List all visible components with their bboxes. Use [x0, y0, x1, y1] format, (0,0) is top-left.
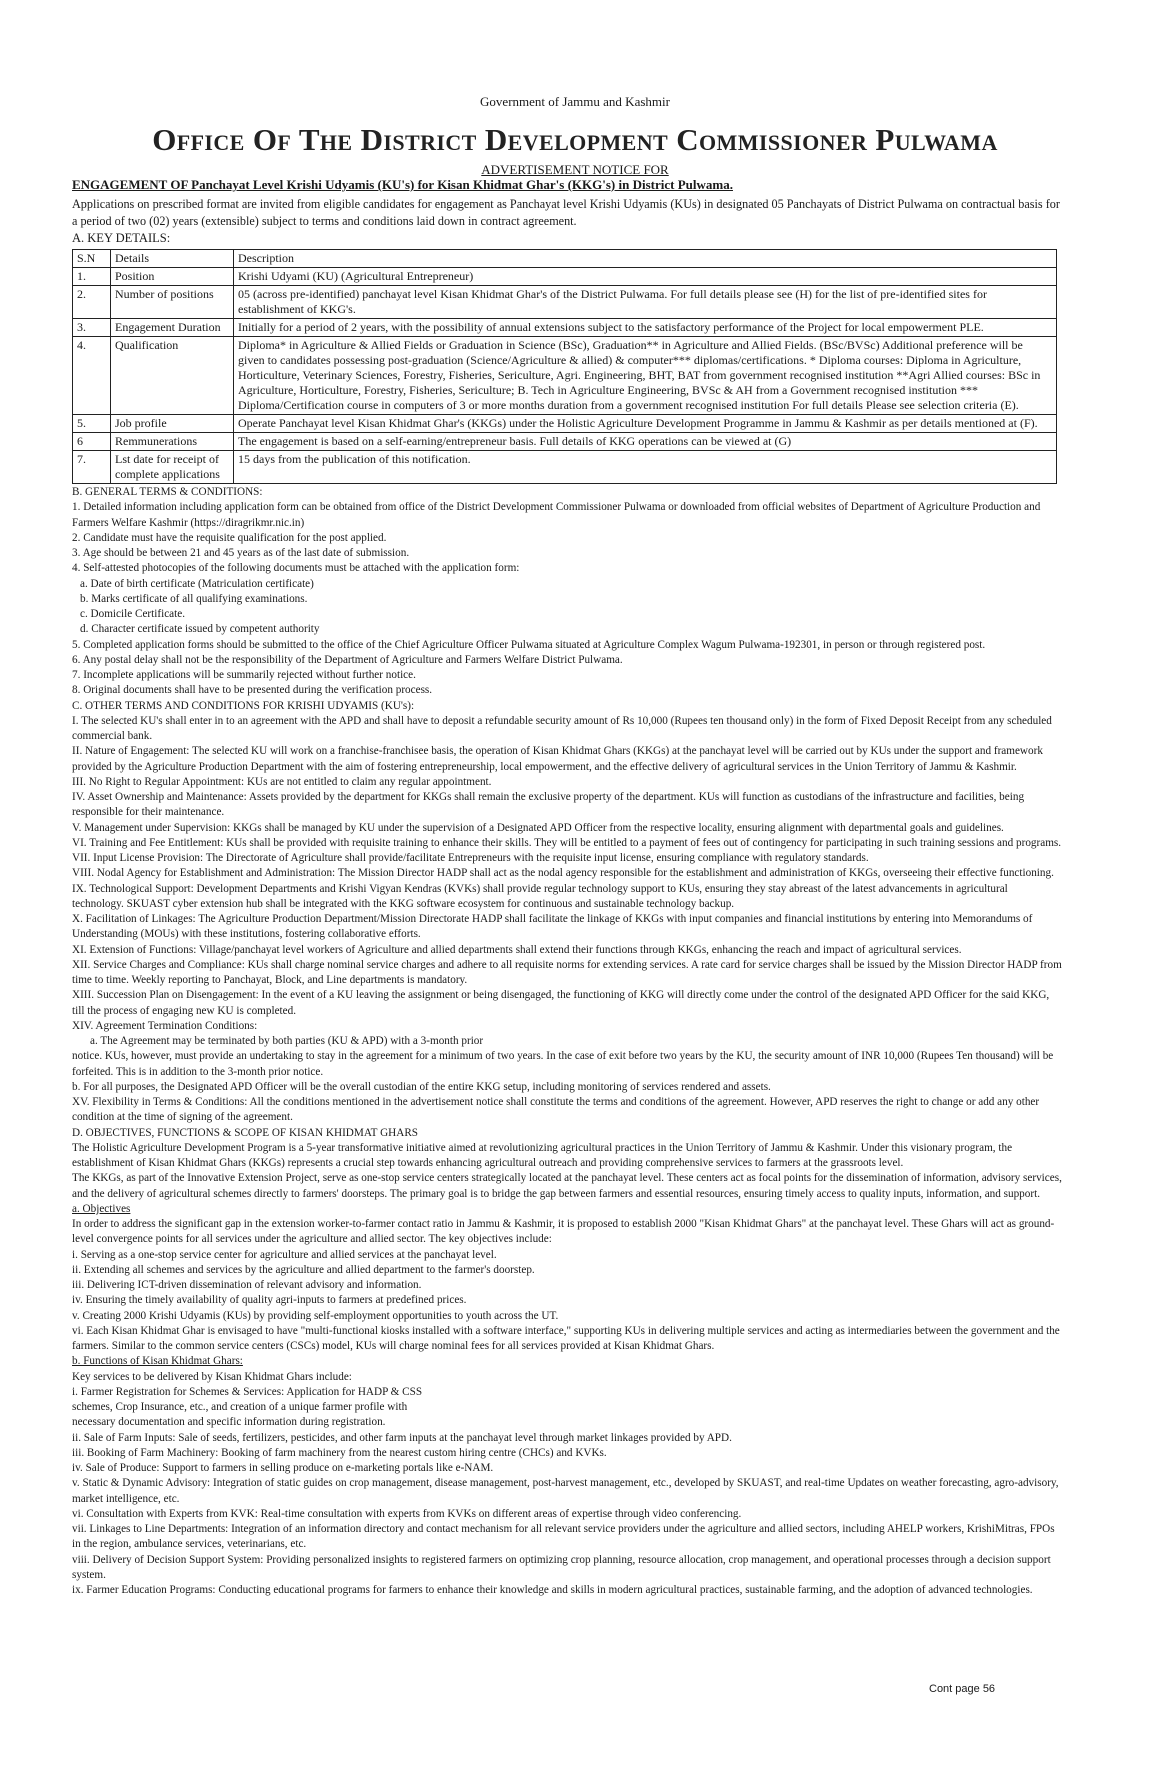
text-line: The Holistic Agriculture Development Program is a 5-year transformative initiative aimed at revolutionizing agricultural practices in the Union Territory of Jammu & Kashmir. Under this visionary program, the establishment of Kisan Khidmat Ghars (KKGs) represents a crucial step towards enhancing agricultural outreach and providing comprehensive services to farmers at the grassroots level. — [72, 1141, 1013, 1169]
text-line: c. Domicile Certificate. — [80, 608, 185, 620]
text-line: XII. Service Charges and Compliance: KUs shall charge nominal service charges and adhere to all requisite norms for extending services. A rate card for service charges shall be issued by the Mission Director HADP from time to time. Weekly reporting to Panchayat, Block, and Line departments is mandatory. — [72, 958, 1062, 986]
table-cell: 6 — [73, 433, 111, 451]
table-row — [73, 268, 1057, 286]
table-cell: 3. — [73, 319, 111, 337]
text-line: IX. Technological Support: Development Departments and Krishi Vigyan Kendras (KVKs) shall provide regular technology support to KUs, ensuring they stay abreast of the latest advancements in agricultural technology. SKUAST cyber extension hub shall be integrated with the KKG software ecosystem for continuous and sustainable technology backup. — [72, 882, 1008, 910]
text-line: XIV. Agreement Termination Conditions: — [72, 1019, 258, 1032]
table-cell: 5. — [73, 415, 111, 433]
text-line: 1. Detailed information including application form can be obtained from office of the District Development Commissioner Pulwama or downloaded from official websites of Department of Agriculture Production and Farmers Welfare Kashmir (https://diragrikmr.nic.in) — [72, 501, 1041, 529]
text-line: viii. Delivery of Decision Support System: Providing personalized insights to registered farmers on optimizing crop planning, resource allocation, crop management, and operational processes through a decision support system. — [72, 1553, 1051, 1581]
table-header-cell: Details — [111, 250, 234, 268]
text-line: b. Marks certificate of all qualifying examinations. — [80, 592, 308, 605]
text-line: XV. Flexibility in Terms & Conditions: All the conditions mentioned in the advertisement notice shall constitute the terms and conditions of the agreement. However, APD reserves the right to change or add any other condition at the time of signing of the agreement. — [72, 1096, 1040, 1124]
text-line: III. No Right to Regular Appointment: KUs are not entitled to claim any regular appointment. — [72, 775, 492, 788]
text-line: a. Objectives — [72, 1202, 131, 1215]
table-cell: 4. — [73, 337, 111, 415]
continued-note: Cont page 56 — [929, 1683, 996, 1695]
text-line: 3. Age should be between 21 and 45 years as of the last date of submission. — [72, 547, 410, 559]
text-line: ix. Farmer Education Programs: Conducting educational programs for farmers to enhance their knowledge and skills in modern agricultural practices, sustainable farming, and the adoption of advanced technologies. — [72, 1584, 1033, 1596]
text-line: 5. Completed application forms should be submitted to the office of the Chief Agriculture Officer Pulwama situated at Agriculture Complex Wagum Pulwama-192301, in person or through registered post. — [72, 638, 986, 651]
text-line: II. Nature of Engagement: The selected KU will work on a franchise-franchisee basis, the operation of Kisan Khidmat Ghars (KKGs) at the panchayat level will be carried out by KUs under the support and framework provided by the Agriculture Production Department with the aim of fostering entrepreneurship, local empowerment, and the effective delivery of agricultural services in the Union Territory of Jammu & Kashmir. — [72, 745, 1043, 773]
table-cell: Number of positions — [111, 286, 234, 319]
text-line: 2. Candidate must have the requisite qualification for the post applied. — [72, 531, 387, 544]
text-line: VII. Input License Provision: The Directorate of Agriculture shall provide/facilitate Entrepreneurs with the requisite input license, ensuring compliance with regulatory standards. — [72, 852, 869, 864]
office-title: Office Of The District Development Commissioner Pulwama — [152, 122, 998, 157]
text-line: vi. Consultation with Experts from KVK: Real-time consultation with experts from KVKs on different areas of expertise through video conferencing. — [72, 1507, 742, 1520]
text-line: notice. KUs, however, must provide an undertaking to stay in the agreement for a minimum of two years. In the case of exit before two years by the KU, the security amount of INR 10,000 (Rupees Ten thousand) will be forfeited. This is in addition to the 3-month prior notice. — [72, 1050, 1054, 1078]
text-line: vii. Linkages to Line Departments: Integration of an information directory and contact mechanism for all relevant service providers under the agriculture and allied sectors, including AHELP workers, KrishiMitras, FPOs in the region, ambulance services, veterinarians, etc. — [72, 1523, 1055, 1551]
text-line: b. Functions of Kisan Khidmat Ghars: — [72, 1355, 243, 1368]
text-line: B. GENERAL TERMS & CONDITIONS: — [72, 486, 263, 498]
text-line: iv. Sale of Produce: Support to farmers in selling produce on e-marketing portals like e-NAM. — [72, 1462, 494, 1474]
table-cell: Operate Panchayat level Kisan Khidmat Ghar's (KKGs) under the Holistic Agriculture Development Programme in Jammu & Kashmir as per details mentioned at (F). — [234, 415, 1057, 433]
text-line: i. Serving as a one-stop service center for agriculture and allied services at the panchayat level. — [72, 1248, 497, 1261]
text-line: d. Character certificate issued by competent authority — [80, 623, 320, 636]
text-line: VI. Training and Fee Entitlement: KUs shall be provided with requisite training to enhance their skills. They will be entitled to a payment of fees out of contingency for participating in such training sessions and programs. — [72, 836, 1062, 849]
table-header-cell: Description — [234, 250, 1057, 268]
table-cell: Lst date for receipt of complete applications — [111, 451, 234, 484]
text-line: schemes, Crop Insurance, etc., and creation of a unique farmer profile with — [72, 1401, 408, 1413]
text-line: D. OBJECTIVES, FUNCTIONS & SCOPE OF KISAN KHIDMAT GHARS — [72, 1126, 419, 1139]
table-cell: 05 (across pre-identified) panchayat level Kisan Khidmat Ghar's of the District Pulwama. For full details please see (H) for the list of pre-identified sites for establishment of KKG's. — [234, 286, 1057, 319]
text-line: In order to address the significant gap in the extension worker-to-farmer contact ratio in Jammu & Kashmir, it is proposed to establish 2000 "Kisan Khidmat Ghars" at the panchayat level. These Ghars will act as ground-level convergence points for all services under the agriculture and allied sector. The key objectives include: — [72, 1218, 1055, 1246]
table-row — [73, 415, 1057, 433]
text-line: b. For all purposes, the Designated APD Officer will be the overall custodian of the entire KKG setup, including monitoring of services rendered and assets. — [72, 1080, 771, 1093]
text-line: ii. Extending all schemes and services by the agriculture and allied department to the farmer's doorstep. — [72, 1263, 535, 1276]
text-line: 6. Any postal delay shall not be the responsibility of the Department of Agriculture and Farmers Welfare District Pulwama. — [72, 653, 623, 666]
text-line: iv. Ensuring the timely availability of quality agri-inputs to farmers at predefined prices. — [72, 1294, 467, 1307]
table-cell: 1. — [73, 268, 111, 286]
table-header-cell: S.N — [73, 250, 111, 268]
text-line: ii. Sale of Farm Inputs: Sale of seeds, fertilizers, pesticides, and other farm inputs at the panchayat level through market linkages provided by APD. — [72, 1431, 732, 1444]
text-line: C. OTHER TERMS AND CONDITIONS FOR KRISHI UDYAMIS (KU's): — [72, 699, 415, 712]
government-line: Government of Jammu and Kashmir — [480, 94, 670, 109]
text-line: 8. Original documents shall have to be presented during the verification process. — [72, 684, 433, 697]
notice-heading: ADVERTISEMENT NOTICE FOR — [481, 162, 669, 177]
table-cell: Remmunerations — [111, 433, 234, 451]
text-line: iii. Booking of Farm Machinery: Booking of farm machinery from the nearest custom hiring centre (CHCs) and KVKs. — [72, 1446, 607, 1459]
text-line: iii. Delivering ICT-driven dissemination of relevant advisory and information. — [72, 1279, 422, 1291]
table-cell: The engagement is based on a self-earning/entrepreneur basis. Full details of KKG operations can be viewed at (G) — [234, 433, 1057, 451]
text-line: v. Creating 2000 Krishi Udyamis (KUs) by providing self-employment opportunities to youth across the UT. — [72, 1309, 559, 1322]
engagement-heading: ENGAGEMENT OF Panchayat Level Krishi Udyamis (KU's) for Kisan Khidmat Ghar's (KKG's) in District Pulwama. — [72, 177, 733, 192]
table-cell: Krishi Udyami (KU) (Agricultural Entrepreneur) — [234, 268, 1057, 286]
text-line: Key services to be delivered by Kisan Khidmat Ghars include: — [72, 1370, 352, 1383]
table-cell: Position — [111, 268, 234, 286]
table-row — [73, 433, 1057, 451]
table-cell: Job profile — [111, 415, 234, 433]
table-cell: Engagement Duration — [111, 319, 234, 337]
text-line: I. The selected KU's shall enter in to an agreement with the APD and shall have to deposit a refundable security amount of Rs 10,000 (Rupees ten thousand only) in the form of Fixed Deposit Receipt from any scheduled commercial bank. — [72, 714, 1052, 742]
terms-body — [72, 485, 1062, 1598]
table-row — [73, 337, 1057, 415]
text-line: 7. Incomplete applications will be summarily rejected without further notice. — [72, 669, 416, 681]
intro-paragraph: Applications on prescribed format are invited from eligible candidates for engagement as Panchayat level Krishi Udyamis (KUs) in designated 05 Panchayats of District Pulwama on contractual basis for a period of two (02) years (extensible) subject to terms and conditions laid down in contract agreement. — [72, 197, 1060, 228]
text-line: vi. Each Kisan Khidmat Ghar is envisaged to have "multi-functional kiosks installed with a software interface," supporting KUs in delivering multiple services and acting as intermediaries between the government and the farmers. Similar to the common service centers (CSCs) model, KUs will charge nominal fees for all services provided at Kisan Khidmat Ghars. — [72, 1324, 1060, 1352]
table-row — [73, 451, 1057, 484]
table-row — [73, 319, 1057, 337]
text-line: IV. Asset Ownership and Maintenance: Assets provided by the department for KKGs shall remain the exclusive property of the department. KUs will function as custodians of the infrastructure and facilities, being responsible for their maintenance. — [72, 791, 1025, 819]
table-cell: Qualification — [111, 337, 234, 415]
text-line: i. Farmer Registration for Schemes & Services: Application for HADP & CSS — [72, 1385, 423, 1398]
text-line: The KKGs, as part of the Innovative Extension Project, serve as one-stop service centers strategically located at the panchayat level. These centers act as focal points for the dissemination of information, advisory services, and the delivery of agricultural schemes directly to farmers' doorsteps. The primary goal is to bridge the gap between farmers and essential resources, ensuring timely access to quality inputs, information, and support. — [72, 1172, 1062, 1200]
key-details-table — [72, 249, 1057, 484]
text-line: XIII. Succession Plan on Disengagement: In the event of a KU leaving the assignment or being disengaged, the functioning of KKG will directly come under the control of the designated APD Officer for the said KKG, till the process of engaging new KU is completed. — [72, 989, 1050, 1017]
table-header-row — [73, 250, 1057, 268]
table-cell: 7. — [73, 451, 111, 484]
text-line: X. Facilitation of Linkages: The Agriculture Production Department/Mission Directorate HADP shall facilitate the linkage of KKGs with input companies and financial institutions by entering into Memorandums of Understanding (MOUs) with these institutions, fostering collaborative efforts. — [72, 913, 1033, 941]
text-line: 4. Self-attested photocopies of the following documents must be attached with the application form: — [72, 562, 520, 575]
table-cell: 15 days from the publication of this notification. — [234, 451, 1057, 484]
key-details-heading: A. KEY DETAILS: — [72, 231, 171, 245]
table-cell: Initially for a period of 2 years, with the possibility of annual extensions subject to the satisfactory performance of the Project for local empowerment PLE. — [234, 319, 1057, 337]
text-line: V. Management under Supervision: KKGs shall be managed by KU under the supervision of a Designated APD Officer from the respective locality, ensuring alignment with departmental goals and guidelines. — [72, 821, 1004, 834]
text-line: v. Static & Dynamic Advisory: Integration of static guides on crop management, disease management, post-harvest management, etc., developed by SKUAST, and real-time Updates on weather forecasting, agro-advisory, market intelligence, etc. — [72, 1477, 1059, 1505]
text-line: a. The Agreement may be terminated by both parties (KU & APD) with a 3-month prior — [90, 1035, 484, 1047]
text-line: necessary documentation and specific information during registration. — [72, 1416, 386, 1429]
table-cell: 2. — [73, 286, 111, 319]
text-line: XI. Extension of Functions: Village/panchayat level workers of Agriculture and allied departments shall extend their functions through KKGs, enhancing the reach and impact of agricultural services. — [72, 943, 962, 956]
table-row — [73, 286, 1057, 319]
text-line: VIII. Nodal Agency for Establishment and Administration: The Mission Director HADP shall act as the nodal agency responsible for the establishment and administration of KKGs, overseeing their effective functioning. — [72, 867, 1054, 880]
text-line: a. Date of birth certificate (Matriculation certificate) — [80, 577, 314, 590]
table-cell: Diploma* in Agriculture & Allied Fields or Graduation in Science (BSc), Graduation** in Agriculture and Allied Fields. (BSc/BVSc) Additional preference will be given to candidates possessing post-graduation (Science/Agriculture & allied) & computer*** diplomas/certifications. * Diploma courses: Diploma in Agriculture, Horticulture, Veterinary Sciences, Forestry, Fisheries, Sericulture, Agri. Engineering, BHT, BAT from government recognised institution **Agri Allied courses: BSc in Agriculture, Horticulture, Forestry, Fisheries, Sericulture; B. Tech in Agriculture Engineering, BVSc & AH from a Government recognised institution *** Diploma/Certification course in computers of 3 or more months duration from a government recognised institution For full details Please see selection criteria (E). — [234, 337, 1057, 415]
